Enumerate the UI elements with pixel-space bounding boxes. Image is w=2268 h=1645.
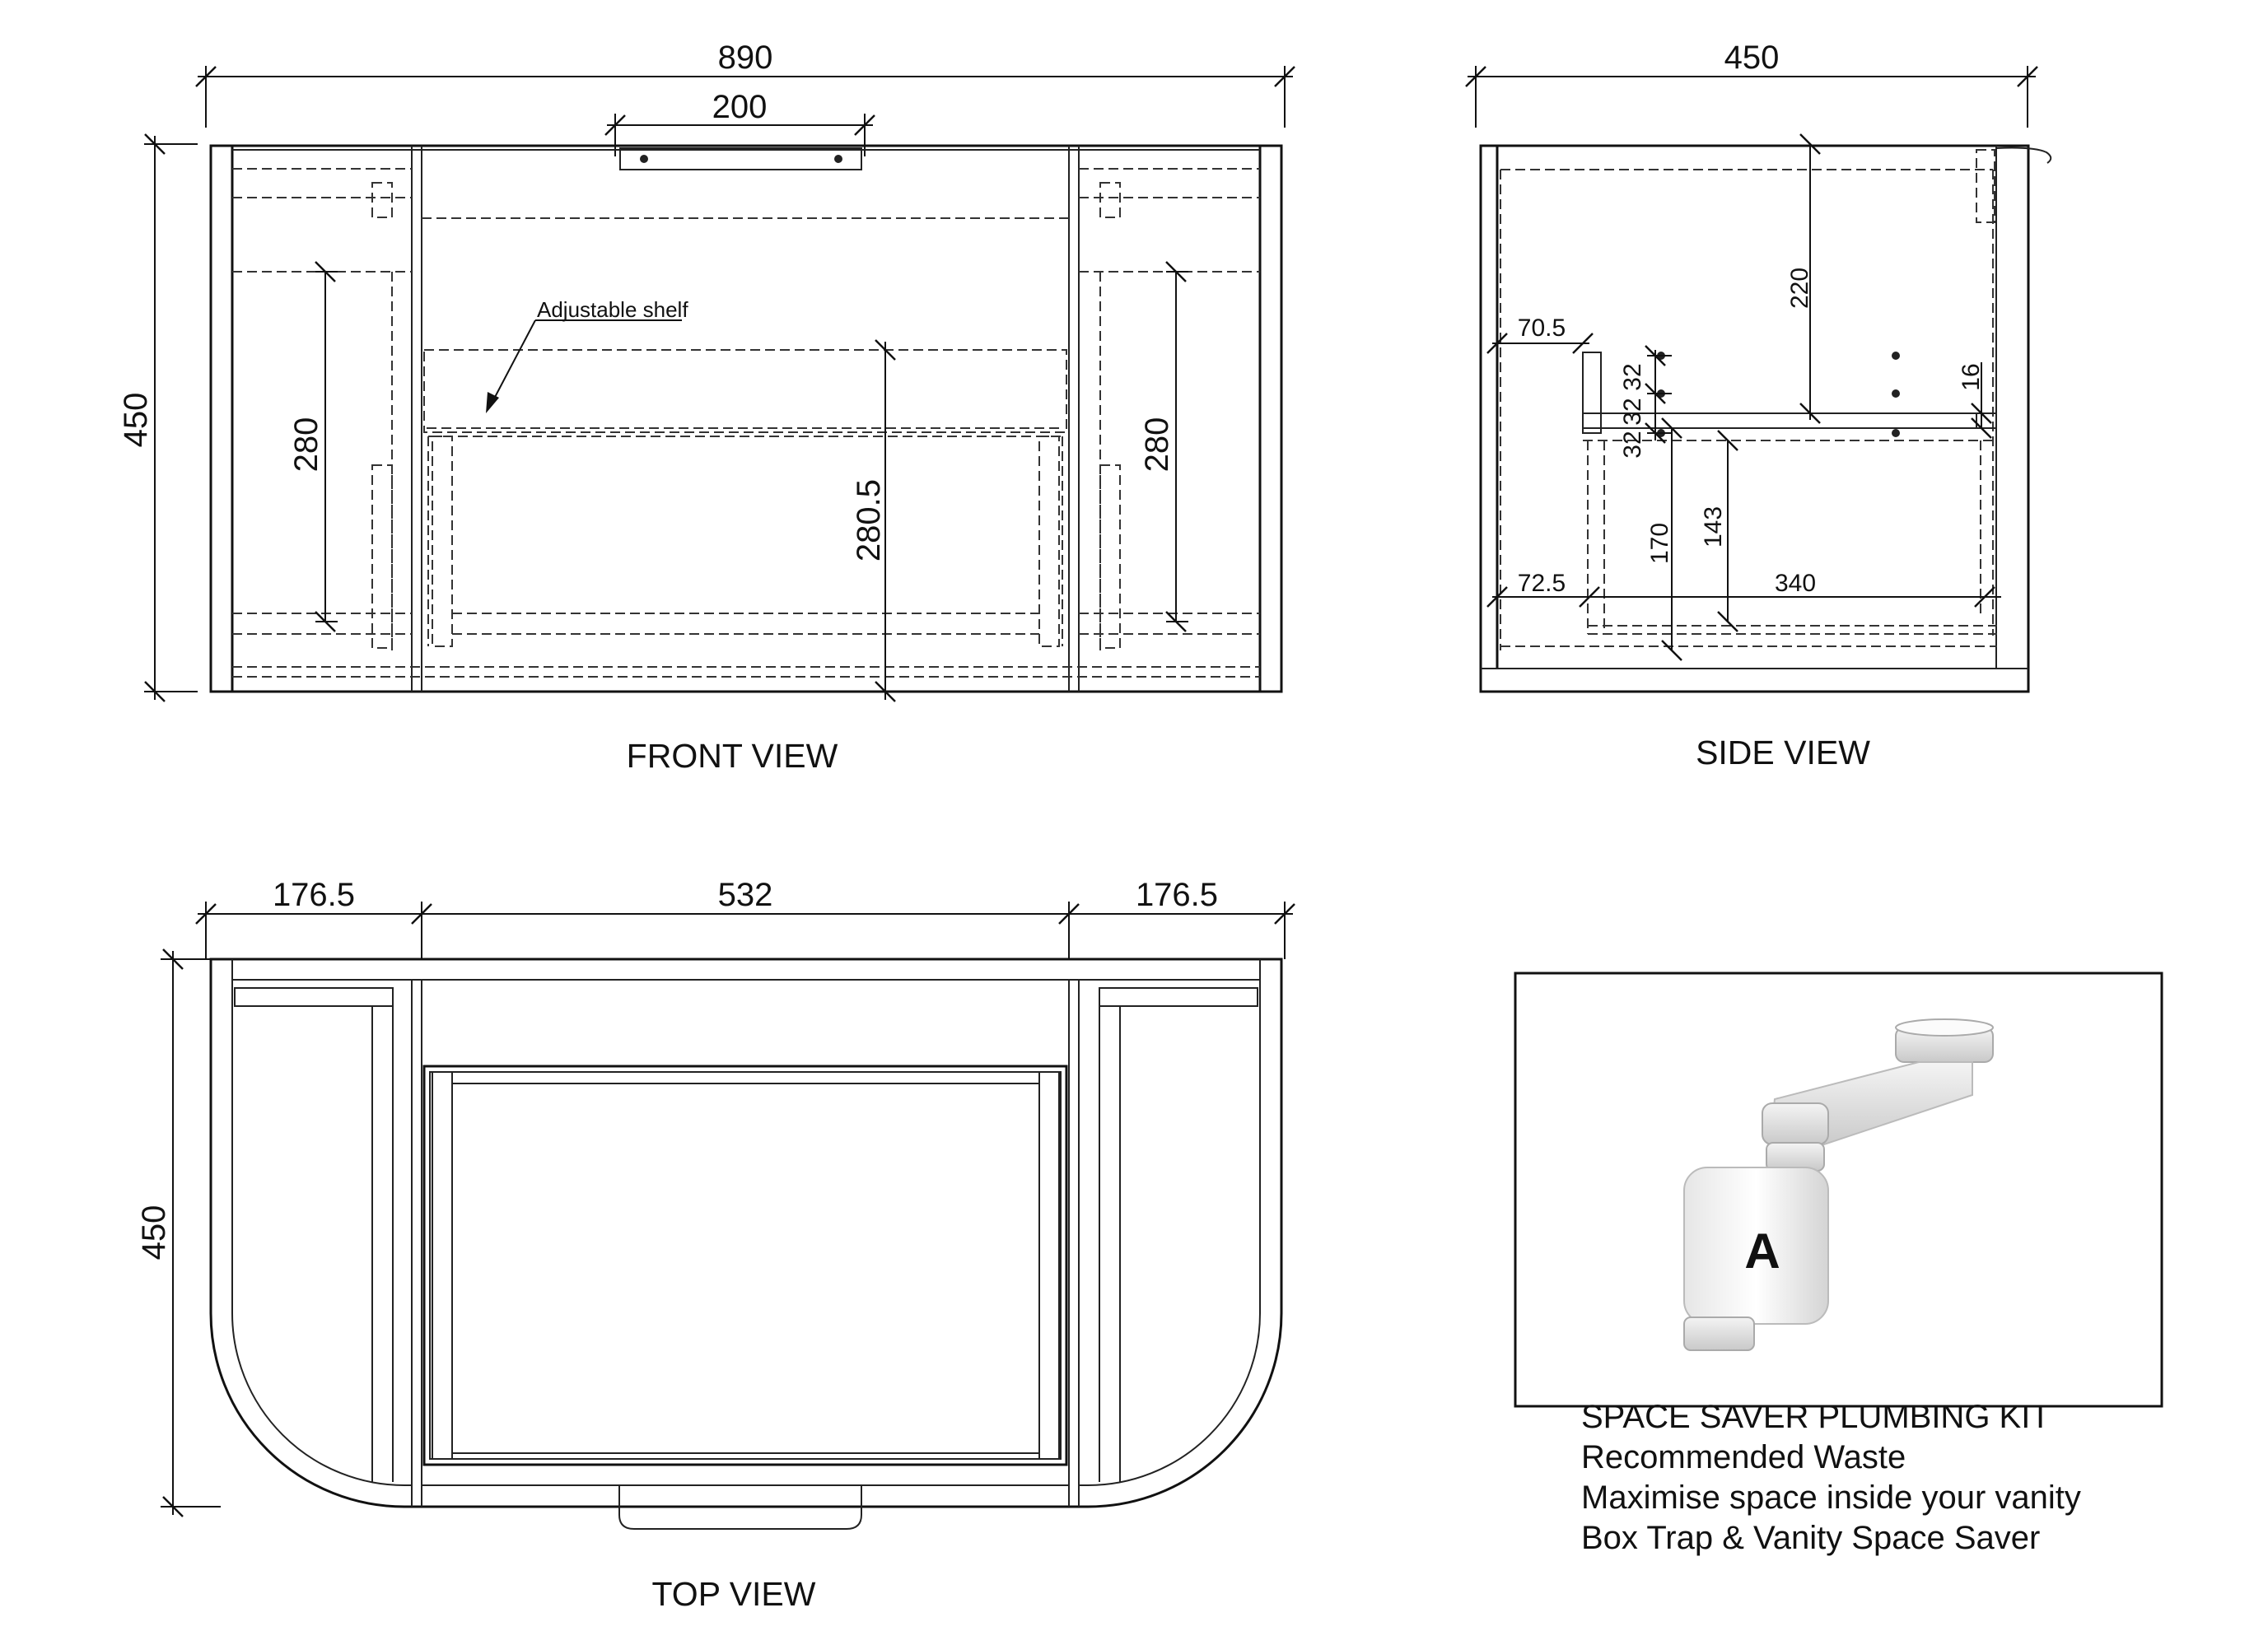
side-drawer-inner-label: 143 (1700, 506, 1727, 548)
front-width-label: 890 (717, 40, 773, 76)
top-view-label: TOP VIEW (651, 1575, 816, 1613)
top-depth-label: 450 (136, 1205, 172, 1261)
side-shelf-thickness-label: 16 (1958, 363, 1985, 391)
side-hole-spacing-3: 32 (1619, 431, 1646, 459)
side-cabinet-outline (1481, 146, 2028, 692)
kit-line-1: Recommended Waste (1581, 1439, 1906, 1475)
side-hole-spacing-dimension (1619, 346, 1672, 459)
adjustable-shelf-label: Adjustable shelf (537, 297, 688, 322)
kit-title: SPACE SAVER PLUMBING KIT (1581, 1399, 2051, 1435)
top-right-width-label: 176.5 (1135, 877, 1219, 913)
side-shelf-thickness-dimension (1958, 362, 1991, 438)
front-right-door-label: 280 (1139, 417, 1175, 473)
front-right-door-dimension (1139, 262, 1188, 631)
side-drawer-depth-dimension (1601, 570, 2001, 607)
front-view-label: FRONT VIEW (626, 737, 838, 775)
top-view (136, 877, 1295, 1613)
top-left-width-label: 176.5 (272, 877, 356, 913)
side-setback-lower-label: 72.5 (1517, 570, 1566, 597)
side-drawer-inner-dimension (1700, 431, 1738, 631)
side-hole-spacing-2: 32 (1619, 398, 1646, 426)
side-depth-dimension (1466, 40, 2037, 128)
side-top-gap-label: 220 (1786, 267, 1813, 310)
front-view (118, 40, 1295, 775)
kit-line-3: Box Trap & Vanity Space Saver (1581, 1520, 2041, 1556)
front-hidden-lines (232, 169, 1260, 677)
front-height-dimension (118, 134, 198, 701)
plumbing-kit-caption (1581, 1397, 2081, 1559)
front-handle-label: 200 (712, 89, 768, 125)
side-setback-upper-label: 70.5 (1517, 315, 1566, 342)
front-left-door-dimension (288, 262, 338, 631)
top-width-dimensions (196, 877, 1295, 959)
front-height-label: 450 (118, 392, 154, 448)
side-hole-spacing-1: 32 (1619, 363, 1646, 391)
top-depth-dimension (136, 949, 221, 1517)
side-view-label: SIDE VIEW (1696, 734, 1870, 771)
plumbing-kit-image (1515, 973, 2162, 1406)
adjustable-shelf (424, 350, 1066, 432)
side-drawer-depth-label: 340 (1774, 570, 1817, 597)
side-setback-lower-dimension (1487, 570, 1604, 607)
plumbing-kit-frame (1515, 973, 2162, 1406)
side-drawer-height-dimension (1646, 418, 1682, 660)
side-hidden-lines (1500, 150, 1997, 650)
side-top-gap-dimension (1786, 134, 1820, 423)
top-drawer-box (424, 1066, 1066, 1465)
kit-line-2: Maximise space inside your vanity (1581, 1480, 2081, 1516)
side-depth-label: 450 (1724, 40, 1780, 76)
top-center-width-label: 532 (717, 877, 773, 913)
side-view (1466, 40, 2051, 771)
side-setback-upper-dimension (1487, 315, 1593, 353)
kit-logo: A (1744, 1223, 1780, 1279)
adjustable-shelf-callout (486, 297, 688, 413)
front-shelf-label: 280.5 (851, 478, 887, 562)
front-handle (620, 148, 861, 170)
front-left-door-label: 280 (288, 417, 324, 473)
front-shelf-dimension (851, 340, 895, 701)
side-drawer-height-label: 170 (1646, 522, 1673, 565)
